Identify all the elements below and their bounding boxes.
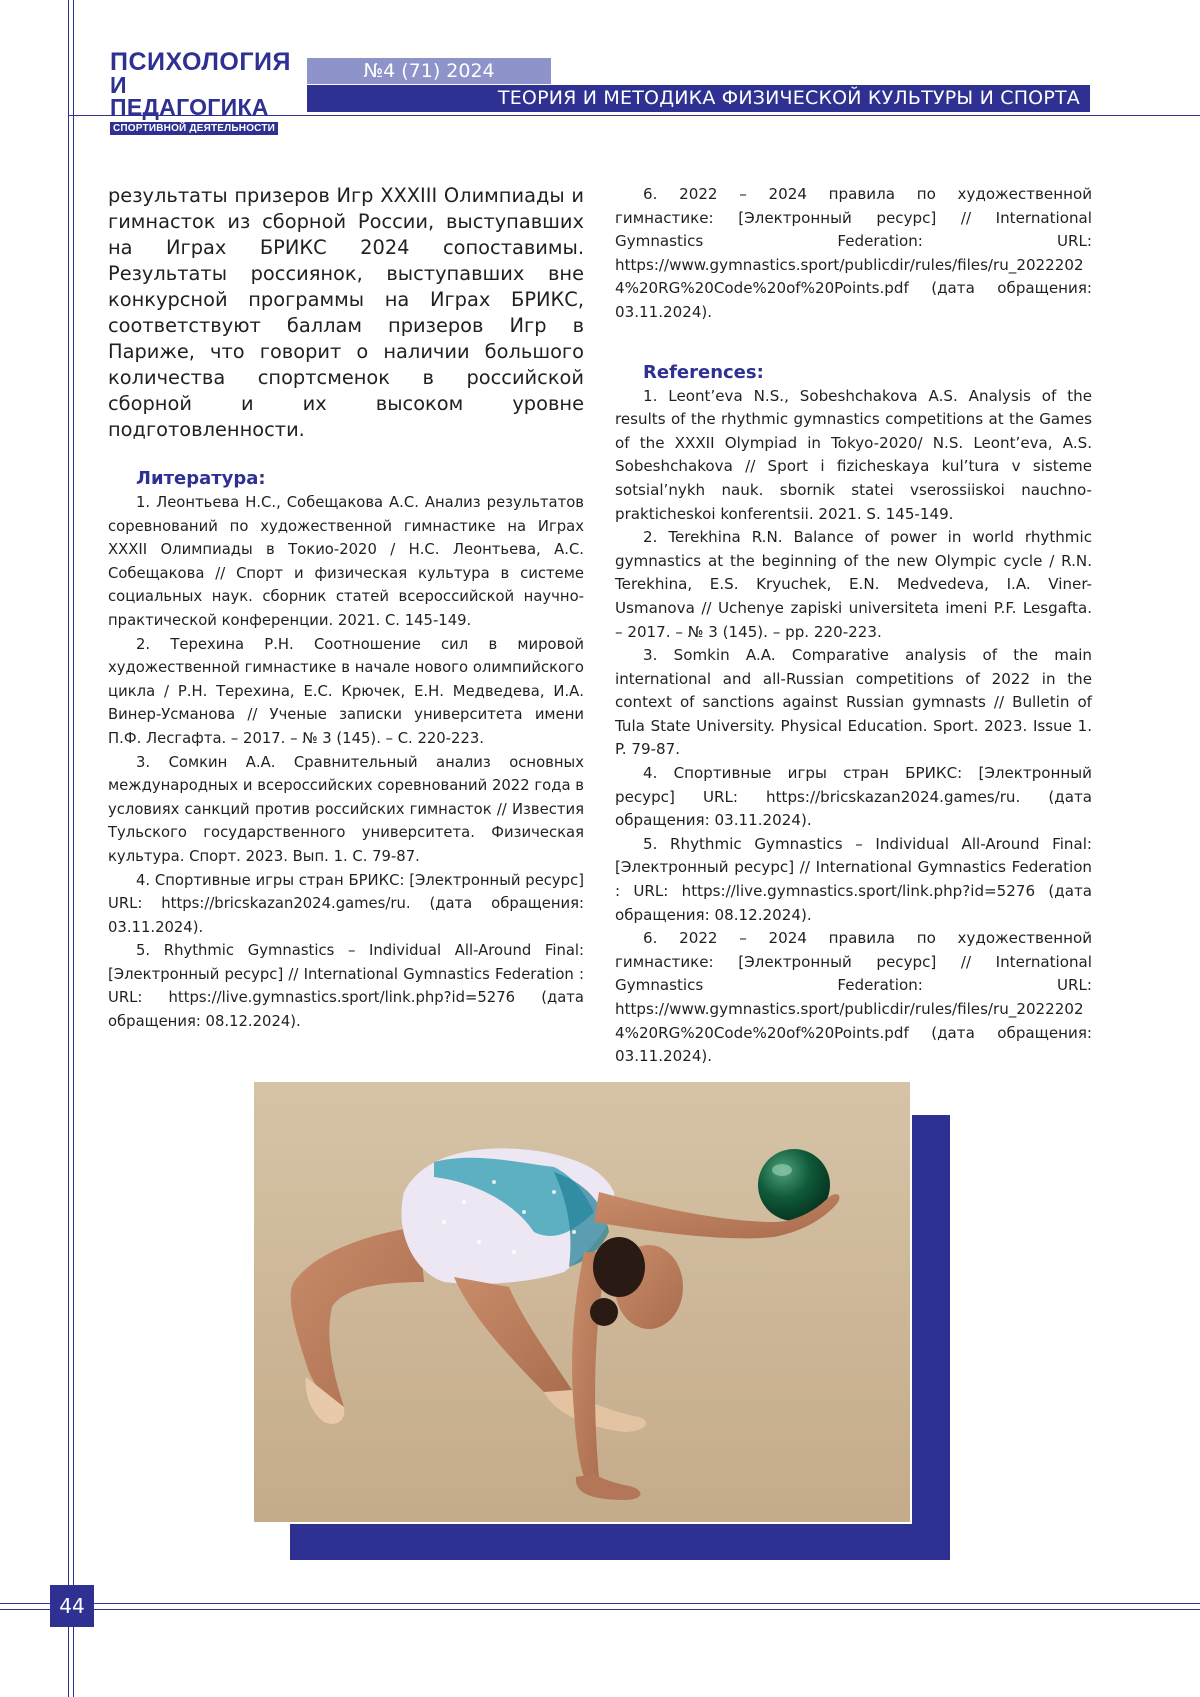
issue-number: №4 (71) 2024 <box>307 58 551 84</box>
reference-item: 2. Терехина Р.Н. Соотношение сил в мировой художественной гимнастике в начале нового олимпийского цикла / Р.Н. Терехина, Е.С. Крючек, Е.Н. Медведева, И.А. Винер-Усманова // Ученые записки университета имени П.Ф. Лесгафта. – 2017. – № 3 (145). – С. 220-223. <box>108 633 584 751</box>
frame-vertical-line-right <box>73 0 74 1697</box>
reference-item: 3. Сомкин А.А. Сравнительный анализ основных международных и всероссийских соревнований 2022 года в условиях санкций против российских гимнасток // Известия Тульского государственного университета. Физическая культура. Спорт. 2023. Вып. 1. С. 79-87. <box>108 751 584 869</box>
left-column <box>108 183 584 1034</box>
reference-item: 5. Rhythmic Gymnastics – Individual All-Around Final: [Электронный ресурс] // International Gymnastics Federation : URL: https://live.gymnastics.sport/link.php?id=5276 (дата обращения: 08.12.2024). <box>108 939 584 1033</box>
logo-line-2: И ПЕДАГОГИКА <box>110 74 290 118</box>
reference-item: 6. 2022 – 2024 правила по художественной гимнастике: [Электронный ресурс] // International Gymnastics Federation: URL: https://www.gymnastics.sport/publicdir/rules/files/ru_20222024%20RG%20Code%20of%20Points.pdf (дата обращения: 03.11.2024). <box>615 183 1092 325</box>
section-rubric: ТЕОРИЯ И МЕТОДИКА ФИЗИЧЕСКОЙ КУЛЬТУРЫ И СПОРТА <box>307 85 1090 112</box>
references-heading: References: <box>643 361 1092 385</box>
reference-item: 3. Somkin A.A. Comparative analysis of the main international and all-Russian competitions of 2022 in the context of sanctions against Russian gymnasts // Bulletin of Tula State University. Physical Education. Sport. 2023. Issue 1. P. 79-87. <box>615 644 1092 762</box>
reference-item: 2. Terekhina R.N. Balance of power in world rhythmic gymnastics at the beginning of the new Olympic cycle / R.N. Terekhina, E.S. Kryuchek, E.N. Medvedeva, I.A. Viner-Usmanova // Uchenye zapiski universiteta imeni P.F. Lesgafta. – 2017. – № 3 (145). – pp. 220-223. <box>615 526 1092 644</box>
logo-line-3: СПОРТИВНОЙ ДЕЯТЕЛЬНОСТИ <box>110 122 278 135</box>
footer-rule-bottom <box>0 1609 1200 1610</box>
conclusion-paragraph: результаты призеров Игр XXXIII Олимпиады и гимнасток из сборной России, выступавших на Играх БРИКС 2024 сопоставимы. Результаты россиянок, выступавших вне конкурсной программы на Играх БРИКС, соответствуют баллам призеров Игр в Париже, что говорит о наличии большого количества спортсменок в российской сборной и их высоком уровне подготовленности. <box>108 183 584 443</box>
gymnast-photo <box>252 1080 912 1524</box>
frame-vertical-line-left <box>68 0 69 1697</box>
logo-line-1: ПСИХОЛОГИЯ <box>110 50 290 74</box>
page-number: 44 <box>50 1585 94 1627</box>
reference-item: 1. Леонтьева Н.С., Собещакова А.С. Анализ результатов соревнований по художественной гимнастике на Играх XXXII Олимпиады в Токио-2020 / Н.С. Леонтьева, А.С. Собещакова // Спорт и физическая культура в системе социальных наук. сборник статей всероссийской научно-практической конференции. 2021. С. 145-149. <box>108 491 584 633</box>
journal-logo <box>110 50 290 136</box>
reference-item: 4. Спортивные игры стран БРИКС: [Электронный ресурс] URL: https://bricskazan2024.games/ru. (дата обращения: 03.11.2024). <box>615 762 1092 833</box>
gymnast-illustration <box>254 1082 910 1522</box>
reference-item: 6. 2022 – 2024 правила по художественной гимнастике: [Электронный ресурс] // International Gymnastics Federation: URL: https://www.gymnastics.sport/publicdir/rules/files/ru_20222024%20RG%20Code%20of%20Points.pdf (дата обращения: 03.11.2024). <box>615 927 1092 1069</box>
reference-item: 4. Спортивные игры стран БРИКС: [Электронный ресурс] URL: https://bricskazan2024.games/ru. (дата обращения: 03.11.2024). <box>108 869 584 940</box>
literature-heading: Литература: <box>136 467 584 491</box>
right-column <box>615 183 1092 1069</box>
reference-item: 5. Rhythmic Gymnastics – Individual All-Around Final: [Электронный ресурс] // International Gymnastics Federation : URL: https://live.gymnastics.sport/link.php?id=5276 (дата обращения: 08.12.2024). <box>615 833 1092 927</box>
footer-rule-top <box>0 1603 1200 1604</box>
reference-item: 1. Leont’eva N.S., Sobeshchakova A.S. Analysis of the results of the rhythmic gymnastics competitions at the Games of the XXXII Olympiad in Tokyo-2020/ N.S. Leont’eva, A.S. Sobeshchakova // Sport i fizicheskaya kul’tura v sisteme sotsial’nykh nauk. sbornik statei vserossiiskoi nauchno-prakticheskoi konferentsii. 2021. S. 145-149. <box>615 385 1092 527</box>
